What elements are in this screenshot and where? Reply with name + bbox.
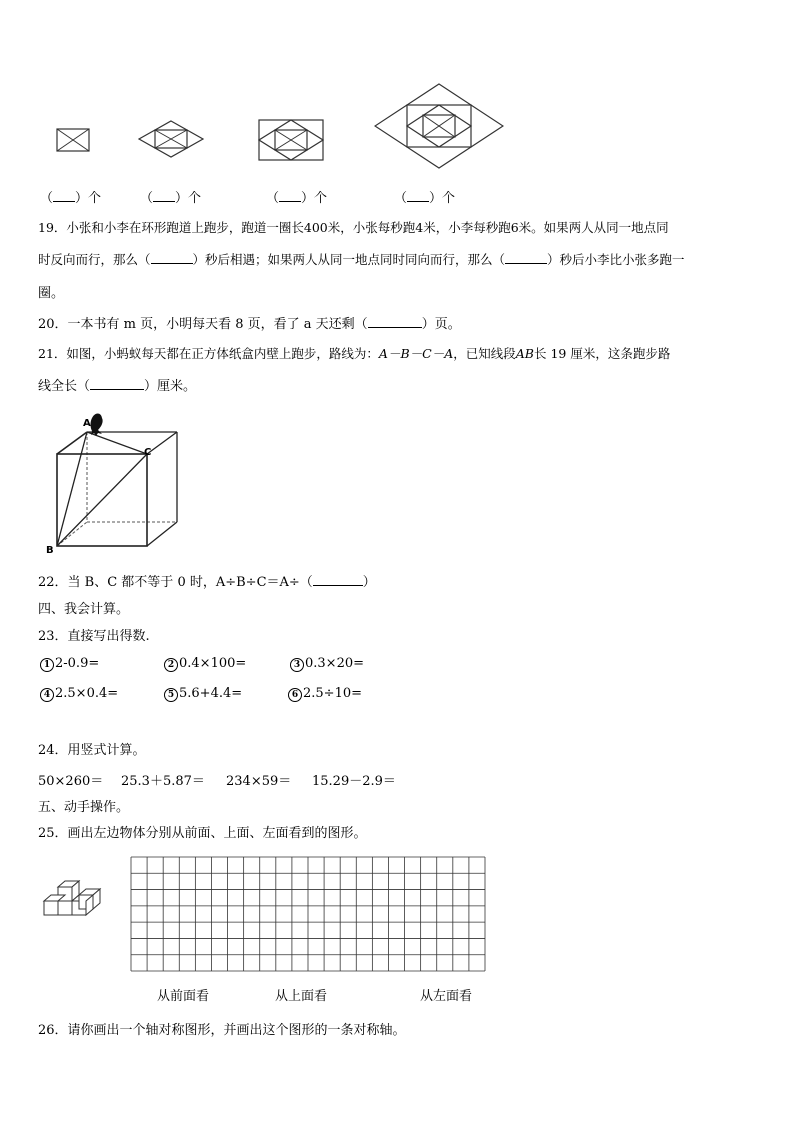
q25-title: 25．画出左边物体分别从前面、上面、左面看到的图形。 [38, 826, 367, 841]
answer-blank[interactable] [279, 189, 301, 202]
section-4-heading: 四、我会计算。 [38, 602, 130, 617]
q18-caption-3 [266, 187, 327, 206]
caption-open: （ [40, 191, 54, 206]
caption-left-view: 从左面看 [420, 989, 473, 1004]
item-number: 2 [164, 658, 178, 672]
answer-blank[interactable] [53, 189, 75, 202]
item-expression: 2.5÷10= [303, 686, 363, 701]
q22-text: 22．当 B、C 都不等于 0 时，A÷B÷C＝A÷（ [38, 575, 313, 590]
answer-blank[interactable] [153, 189, 175, 202]
q22-line [38, 571, 376, 590]
q21-text: 线全长（ [38, 379, 91, 394]
item-expression: 2-0.9= [55, 656, 100, 671]
item-number: 1 [40, 658, 54, 672]
caption-close: ）个 [301, 191, 328, 206]
item-expression: 5.6+4.4= [179, 686, 243, 701]
q24-title: 24．用竖式计算。 [38, 743, 146, 758]
item-number: 4 [40, 688, 54, 702]
q18-caption-4 [394, 187, 455, 206]
answer-blank[interactable] [151, 251, 193, 264]
drawing-grid[interactable] [130, 856, 486, 972]
caption-open: （ [394, 191, 408, 206]
q19-line-2 [38, 250, 685, 268]
q24-item-3: 234×59＝ [226, 774, 292, 789]
q18-figure-4 [374, 83, 504, 169]
q24-item-4: 15.29－2.9＝ [312, 774, 396, 789]
q23-item-3 [290, 656, 364, 672]
q19-text: ）秒后小李比小张多跑一 [547, 252, 685, 267]
answer-blank[interactable] [313, 573, 363, 586]
q21-segment: AB [515, 346, 534, 361]
q21-text: ）厘米。 [144, 379, 197, 394]
q21-text: 21．如图，小蚂蚁每天都在正方体纸盒内壁上跑步，路线为： [38, 346, 379, 361]
cube-label-b: B [46, 545, 54, 556]
q23-item-4 [40, 686, 118, 702]
answer-blank[interactable] [505, 251, 547, 264]
q20-text: 20．一本书有 m 页，小明每天看 8 页，看了 a 天还剩（ [38, 317, 368, 332]
q18-caption-2 [140, 187, 201, 206]
q26-title: 26．请你画出一个轴对称图形，并画出这个图形的一条对称轴。 [38, 1023, 406, 1038]
cube-stack-figure [38, 880, 102, 930]
q19-text: 时反向而行，那么（ [38, 252, 151, 267]
item-number: 5 [164, 688, 178, 702]
q21-line-2 [38, 375, 196, 394]
q23-item-6 [288, 686, 362, 702]
q24-item-2: 25.3＋5.87＝ [121, 774, 205, 789]
q24-item-1: 50×260＝ [38, 774, 104, 789]
answer-blank[interactable] [407, 189, 429, 202]
q23-item-5 [164, 686, 242, 702]
q19-line-3: 圈。 [38, 286, 65, 301]
item-expression: 2.5×0.4= [55, 686, 119, 701]
q18-figure-1 [56, 128, 90, 152]
q18-figure-3 [258, 119, 324, 161]
item-expression: 0.4×100= [179, 656, 247, 671]
caption-close: ）个 [175, 191, 202, 206]
caption-open: （ [140, 191, 154, 206]
q20-text: ）页。 [421, 317, 461, 332]
caption-close: ）个 [75, 191, 102, 206]
q22-text: ） [362, 575, 376, 590]
caption-front-view: 从前面看 [157, 989, 210, 1004]
section-5-heading: 五、动手操作。 [38, 800, 130, 815]
cube-label-a: A [83, 418, 91, 429]
q23-item-2 [164, 656, 246, 672]
item-expression: 0.3×20= [305, 656, 365, 671]
caption-top-view: 从上面看 [275, 989, 328, 1004]
caption-close: ）个 [429, 191, 456, 206]
q23-item-1 [40, 656, 99, 672]
item-number: 6 [288, 688, 302, 702]
q21-text: 长 19 厘米，这条跑步路 [533, 346, 671, 361]
caption-open: （ [266, 191, 280, 206]
q19-text: ）秒后相遇；如果两人从同一地点同时同向而行，那么（ [192, 252, 506, 267]
q20-line [38, 313, 461, 332]
q19-line-1: 19．小张和小李在环形跑道上跑步，跑道一圈长400米，小张每秒跑4米，小李每秒跑6米。如果两人从同一地点同 [38, 220, 669, 235]
q18-caption-1 [40, 187, 101, 206]
q21-route: A－B－C－A [378, 346, 454, 361]
q18-figure-2 [138, 120, 204, 158]
answer-blank[interactable] [368, 315, 422, 328]
cube-label-c: C [144, 447, 152, 458]
cube-figure [40, 404, 190, 560]
item-number: 3 [290, 658, 304, 672]
q21-text: ，已知线段 [453, 346, 516, 361]
answer-blank[interactable] [90, 377, 144, 390]
q21-line-1 [38, 344, 670, 362]
q23-title: 23．直接写出得数. [38, 629, 150, 644]
